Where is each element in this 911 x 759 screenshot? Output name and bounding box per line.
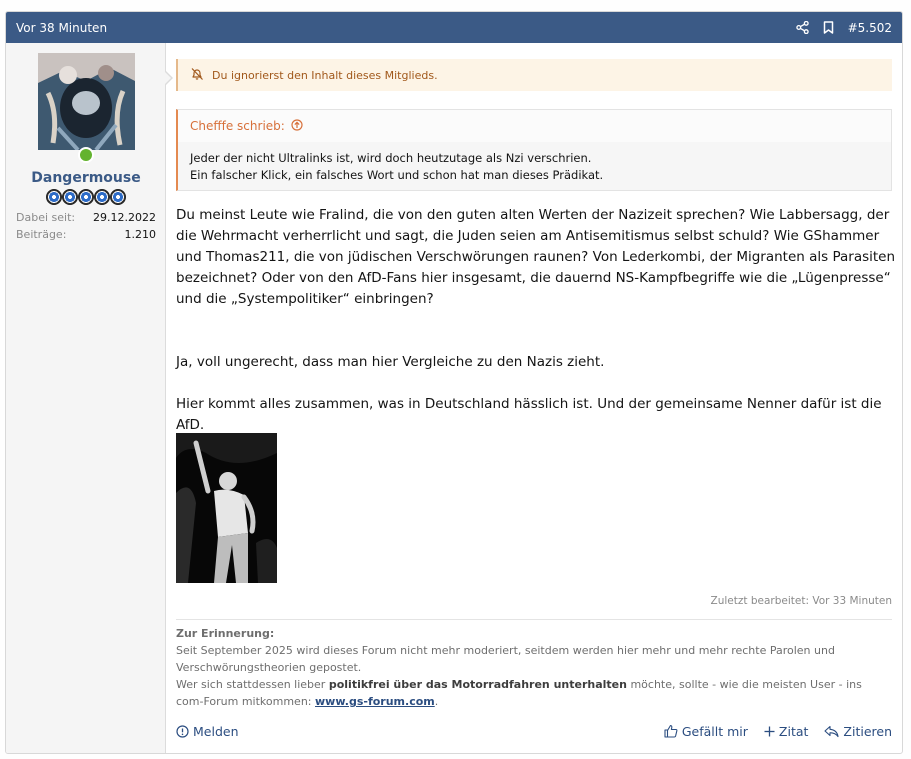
post-content (166, 43, 902, 753)
ignored-notice-text: Du ignorierst den Inhalt dieses Mitglieds. (212, 68, 438, 82)
arrow-up-circle-icon[interactable] (291, 119, 303, 134)
stat-posts: Beiträge: 1.210 (16, 228, 156, 241)
plus-icon (764, 726, 775, 737)
message-paragraph: Du meinst Leute wie Fralind, die von den guten alten Werten der Nazizeit sprechen? Wie Labbersagg, der die Wehrmacht verherrlicht und sagt, die Juden seien am Antisemitismus selbst schuld? Wie GShammer und Thomas211, die von jüdischen Verschwörungen raunen? Von Lederkombi, der Migranten als Parasiten bezeichnet? Oder von den AfD-Fans hier insgesamt, die dauernd NS-Kampfbegriffe wie die „Lügenpresse“ und die „Systempolitiker“ einbringen? (176, 207, 896, 307)
reply-button[interactable]: Zitieren (824, 724, 892, 739)
header-tools (796, 21, 892, 35)
ignored-notice (176, 59, 892, 91)
signature-line: Seit September 2025 wird dieses Forum nicht mehr moderiert, seitdem werden hier mehr und mehr rechte Parolen und Verschwörungstheorien gepostet. (176, 644, 835, 674)
quote-line: Ein falscher Klick, ein falsches Wort und schon hat man dieses Prädikat. (190, 168, 604, 182)
signature-line: Wer sich stattdessen lieber politikfrei über das Motorradfahren unterhalten möchte, sollte - wie die meisten User - ins com-Forum mitkommen: www.gs-forum.com. (176, 678, 862, 708)
rank-icon (110, 189, 126, 205)
avatar[interactable] (38, 53, 135, 150)
rank-icon (94, 189, 110, 205)
alert-circle-icon (176, 725, 189, 738)
muted-icon (190, 67, 204, 84)
rank-icon (46, 189, 62, 205)
post-body (6, 43, 902, 753)
reply-arrow-icon (824, 725, 839, 738)
stat-joined: Dabei seit: 29.12.2022 (16, 211, 156, 224)
signature-title: Zur Erinnerung: (176, 627, 275, 640)
message-paragraph: Hier kommt alles zusammen, was in Deutschland hässlich ist. Und der gemeinsame Nenner dafür ist die AfD. (176, 396, 882, 433)
online-status-icon (78, 147, 94, 163)
report-button[interactable]: Melden (176, 724, 239, 739)
quote-title[interactable]: Chefffe schrieb: (178, 110, 891, 142)
post-action-group (664, 724, 892, 739)
quote-block (176, 109, 892, 191)
post-header (6, 12, 902, 43)
like-button[interactable]: Gefällt mir (664, 724, 748, 739)
signature-link[interactable]: www.gs-forum.com (315, 695, 435, 708)
signature (176, 625, 892, 710)
post-time[interactable]: Vor 38 Minuten (16, 20, 108, 35)
last-edited: Zuletzt bearbeitet: Vor 33 Minuten (710, 595, 892, 607)
rank-icons (46, 189, 126, 205)
forum-post (5, 11, 903, 754)
username[interactable]: Dangermouse (31, 170, 141, 186)
quote-line: Jeder der nicht Ultralinks ist, wird doch heutzutage als Nzi verschrien. (190, 151, 592, 165)
attached-photo[interactable] (176, 433, 277, 583)
share-icon[interactable] (796, 21, 809, 34)
post-actions (176, 721, 892, 741)
post-number[interactable]: #5.502 (847, 20, 892, 35)
quote-body (178, 142, 891, 184)
rank-icon (62, 189, 78, 205)
message-paragraph: Ja, voll ungerecht, dass man hier Vergleiche zu den Nazis zieht. (176, 354, 605, 370)
quote-button[interactable]: Zitat (764, 724, 809, 739)
rank-icon (78, 189, 94, 205)
thumbs-up-icon (664, 724, 678, 738)
bubble-arrow (165, 70, 173, 86)
message-body (176, 205, 896, 436)
signature-divider (176, 619, 892, 620)
user-sidebar (6, 43, 166, 753)
bookmark-icon[interactable] (823, 21, 834, 34)
